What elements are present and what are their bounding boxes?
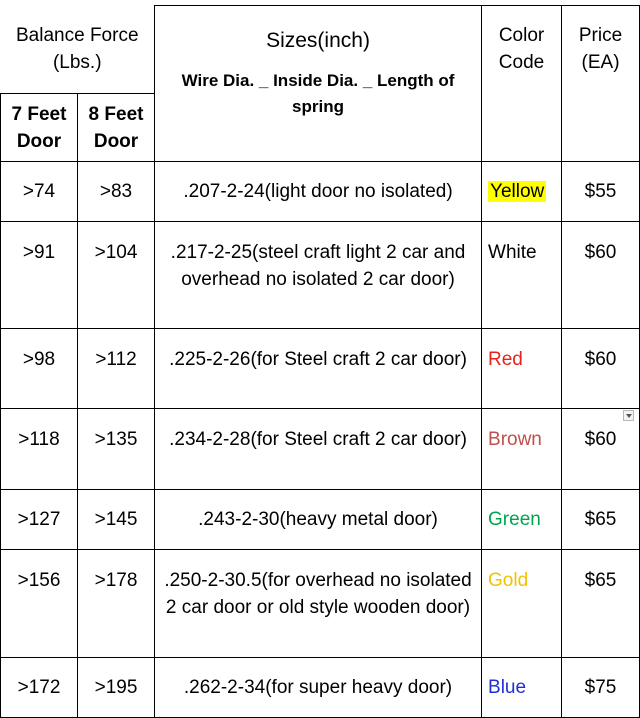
price-cell: $55	[562, 162, 640, 222]
table-row	[1, 658, 640, 718]
force-8ft-cell: >145	[78, 490, 155, 550]
force-8ft-cell: >195	[78, 658, 155, 718]
table-row	[1, 550, 640, 658]
color-code-text: Yellow	[490, 181, 545, 202]
color-code-text: Brown	[488, 429, 542, 450]
color-code-cell	[482, 490, 562, 550]
color-code-cell	[482, 329, 562, 409]
table-row	[1, 490, 640, 550]
table-row	[1, 329, 640, 409]
table-row	[1, 222, 640, 329]
size-cell: .234-2-28(for Steel craft 2 car door)	[155, 409, 482, 490]
price-cell: $60	[562, 222, 640, 329]
eight-feet-door-header: 8 Feet Door	[78, 94, 155, 162]
table-row	[1, 162, 640, 222]
color-code-text: Blue	[488, 677, 527, 698]
force-7ft-cell: >118	[1, 409, 78, 490]
color-code-cell	[482, 222, 562, 329]
size-cell: .262-2-34(for super heavy door)	[155, 658, 482, 718]
color-code-header: Color Code	[482, 6, 562, 162]
sizes-title: Sizes(inch)	[266, 29, 370, 52]
dropdown-arrow-icon[interactable]	[623, 410, 634, 421]
price-cell: $65	[562, 490, 640, 550]
color-code-cell	[482, 550, 562, 658]
seven-feet-door-header: 7 Feet Door	[1, 94, 78, 162]
force-8ft-cell: >104	[78, 222, 155, 329]
force-8ft-cell: >135	[78, 409, 155, 490]
balance-force-header: Balance Force (Lbs.)	[1, 6, 155, 94]
force-8ft-cell: >178	[78, 550, 155, 658]
color-code-cell	[482, 409, 562, 490]
force-7ft-cell: >156	[1, 550, 78, 658]
color-code-text: Red	[488, 349, 523, 370]
size-cell: .250-2-30.5(for overhead no isolated 2 car door or old style wooden door)	[155, 550, 482, 658]
sizes-subtitle: Wire Dia. _ Inside Dia. _ Length of spring	[181, 71, 455, 116]
force-8ft-cell: >112	[78, 329, 155, 409]
price-cell: $60	[562, 329, 640, 409]
price-header: Price (EA)	[562, 6, 640, 162]
price-cell: $65	[562, 550, 640, 658]
size-cell: .225-2-26(for Steel craft 2 car door)	[155, 329, 482, 409]
sizes-header	[155, 6, 482, 162]
size-cell: .243-2-30(heavy metal door)	[155, 490, 482, 550]
color-code-text: Green	[488, 509, 541, 530]
spring-table	[0, 5, 640, 718]
price-cell: $75	[562, 658, 640, 718]
force-7ft-cell: >74	[1, 162, 78, 222]
force-8ft-cell: >83	[78, 162, 155, 222]
color-code-cell	[482, 658, 562, 718]
color-code-text: White	[488, 242, 537, 263]
color-code-cell	[482, 162, 562, 222]
size-cell: .217-2-25(steel craft light 2 car and overhead no isolated 2 car door)	[155, 222, 482, 329]
price-cell: $60	[562, 409, 640, 490]
size-cell: .207-2-24(light door no isolated)	[155, 162, 482, 222]
force-7ft-cell: >127	[1, 490, 78, 550]
table-row	[1, 409, 640, 490]
force-7ft-cell: >98	[1, 329, 78, 409]
color-code-text: Gold	[488, 570, 529, 591]
force-7ft-cell: >172	[1, 658, 78, 718]
force-7ft-cell: >91	[1, 222, 78, 329]
header-row	[1, 6, 640, 94]
